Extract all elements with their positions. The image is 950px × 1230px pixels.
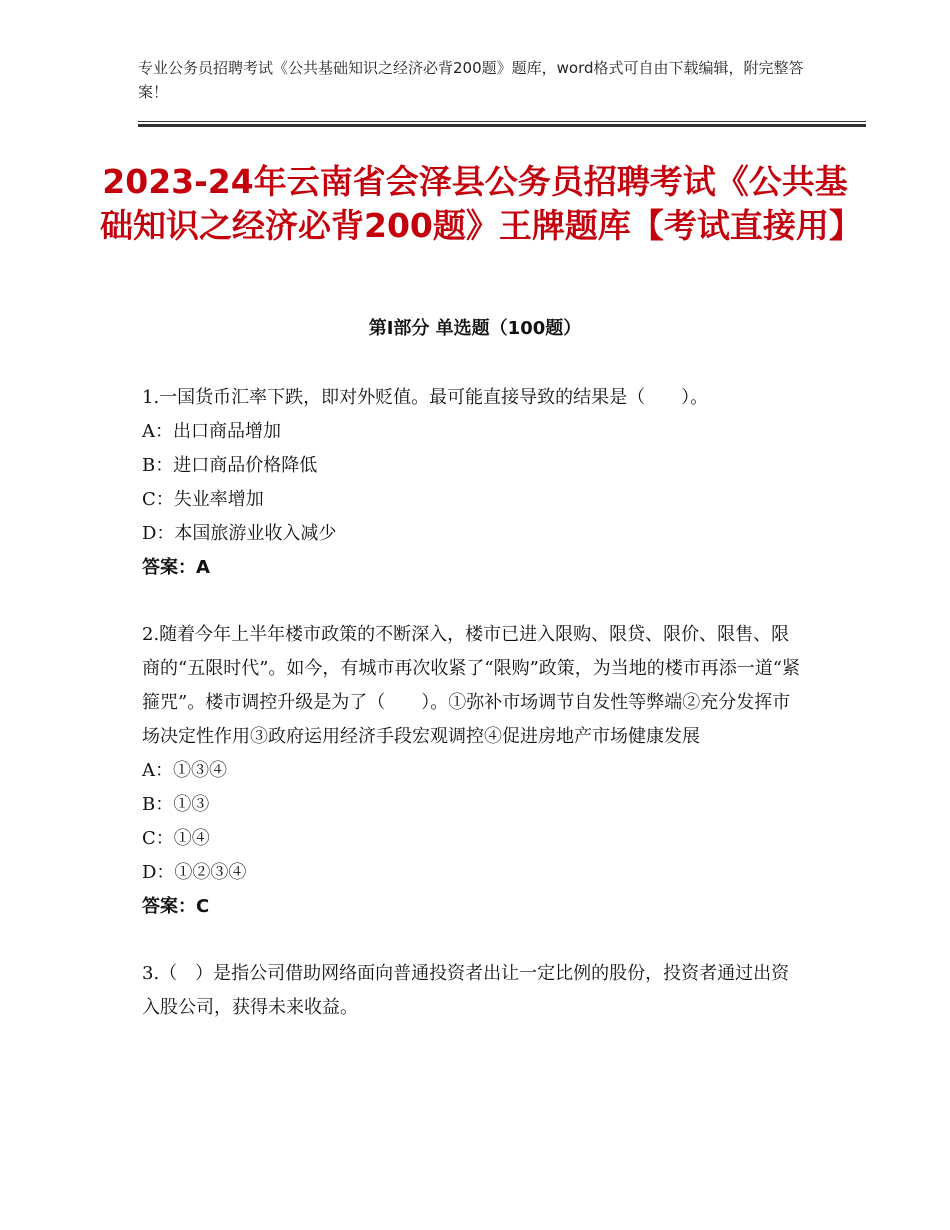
question-list — [142, 381, 804, 1058]
option-c: C：失业率增加 — [142, 489, 264, 510]
section-heading: 第I部分 单选题（100题） — [368, 318, 582, 339]
option-c: C：①④ — [142, 828, 210, 849]
option-b: B：进口商品价格降低 — [142, 455, 318, 476]
document-title: 2023-24年云南省会泽县公务员招聘考试《公共基础知识之经济必背200题》王牌题库【考试直接用】 — [100, 162, 862, 245]
option-a: A：①③④ — [142, 760, 227, 781]
question-2 — [142, 618, 804, 924]
option-d: D：本国旅游业收入减少 — [142, 523, 337, 544]
option-a: A：出口商品增加 — [142, 421, 281, 442]
header-divider-thick — [138, 124, 866, 127]
question-1 — [142, 381, 804, 585]
question-text: 2.随着今年上半年楼市政策的不断深入，楼市已进入限购、限贷、限价、限售、限商的“五限时代”。如今，有城市再次收紧了“限购”政策，为当地的楼市再添一道“紧箍咒”。楼市调控升级是为了（ ）。①弥补市场调节自发性等弊端②充分发挥市场决定性作用③政府运用经济手段宏观调控④促进房地产市场健康发展 — [142, 624, 801, 747]
answer-label: 答案：A — [142, 557, 210, 578]
option-b: B：①③ — [142, 794, 210, 815]
question-3 — [142, 957, 804, 1025]
question-text: 1.一国货币汇率下跌，即对外贬值。最可能直接导致的结果是（ ）。 — [142, 387, 709, 408]
answer-label: 答案：C — [142, 896, 210, 917]
header-divider-thin — [138, 121, 866, 122]
question-text: 3.（ ）是指公司借助网络面向普通投资者出让一定比例的股份，投资者通过出资入股公司，获得未来收益。 — [142, 963, 790, 1018]
option-d: D：①②③④ — [142, 862, 247, 883]
header-note: 专业公务员招聘考试《公共基础知识之经济必背200题》题库，word格式可自由下载编辑，附完整答案！ — [138, 59, 804, 101]
